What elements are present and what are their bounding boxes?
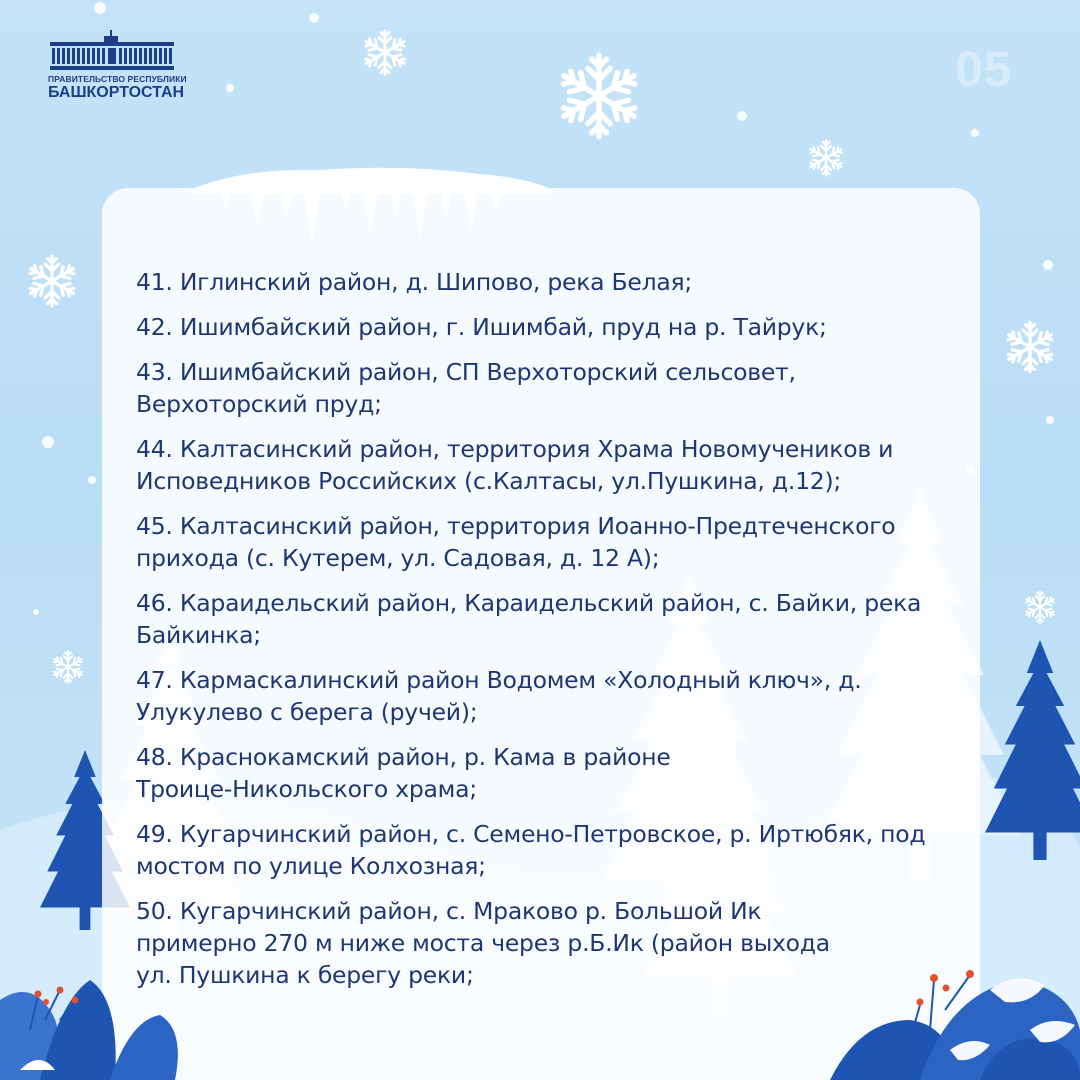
icicles-decoration	[180, 160, 560, 250]
snowflake-icon	[52, 651, 84, 683]
berry-branch-decoration	[830, 950, 1080, 1080]
snowflake-icon	[1005, 322, 1054, 371]
snowflake-icon	[27, 256, 76, 305]
snowflake-icon	[808, 140, 843, 175]
logo-line2: БАШКОРТОСТАН	[48, 84, 185, 101]
government-building-icon	[48, 30, 176, 70]
government-logo	[48, 30, 188, 101]
list-item: 44. Калтасинский район, территория Храма Новомучеников и Исповедников Российских (с.Калтасы, ул.Пушкина, д.12);	[136, 435, 894, 495]
snowflake-icon	[363, 31, 407, 75]
list-item: 46. Караидельский район, Караидельский район, с. Байки, река Байкинка;	[136, 589, 922, 649]
snowflake-icon	[1024, 591, 1056, 623]
snowflake-icon	[558, 56, 639, 137]
list-item: 41. Иглинский район, д. Шипово, река Белая;	[136, 268, 693, 296]
logo-line1: ПРАВИТЕЛЬСТВО РЕСПУБЛИКИ	[48, 74, 187, 84]
page-number: 05	[955, 41, 1013, 97]
list-item: 48. Краснокамский район, р. Кама в районе Троице-Никольского храма;	[136, 743, 671, 803]
locations-list	[136, 266, 976, 1004]
berry-branch-decoration	[0, 960, 200, 1080]
list-item: 49. Кугарчинский район, с. Семено-Петровское, р. Иртюбяк, под мостом по улице Колхозная;	[136, 820, 926, 880]
list-item: 43. Ишимбайский район, СП Верхоторский сельсовет, Верхоторский пруд;	[136, 358, 796, 418]
list-item: 45. Калтасинский район, территория Иоанно-Предтеченского прихода (с. Кутерем, ул. Садовая, д. 12 А);	[136, 512, 896, 572]
list-item: 42. Ишимбайский район, г. Ишимбай, пруд на р. Тайрук;	[136, 313, 827, 341]
list-item: 47. Кармаскалинский район Водомем «Холодный ключ», д. Улукулево с берега (ручей);	[136, 666, 862, 726]
list-item: 50. Кугарчинский район, с. Мраково р. Большой Ик примерно 270 м ниже моста через р.Б.Ик (район выхода ул. Пушкина к берегу реки;	[136, 897, 830, 989]
